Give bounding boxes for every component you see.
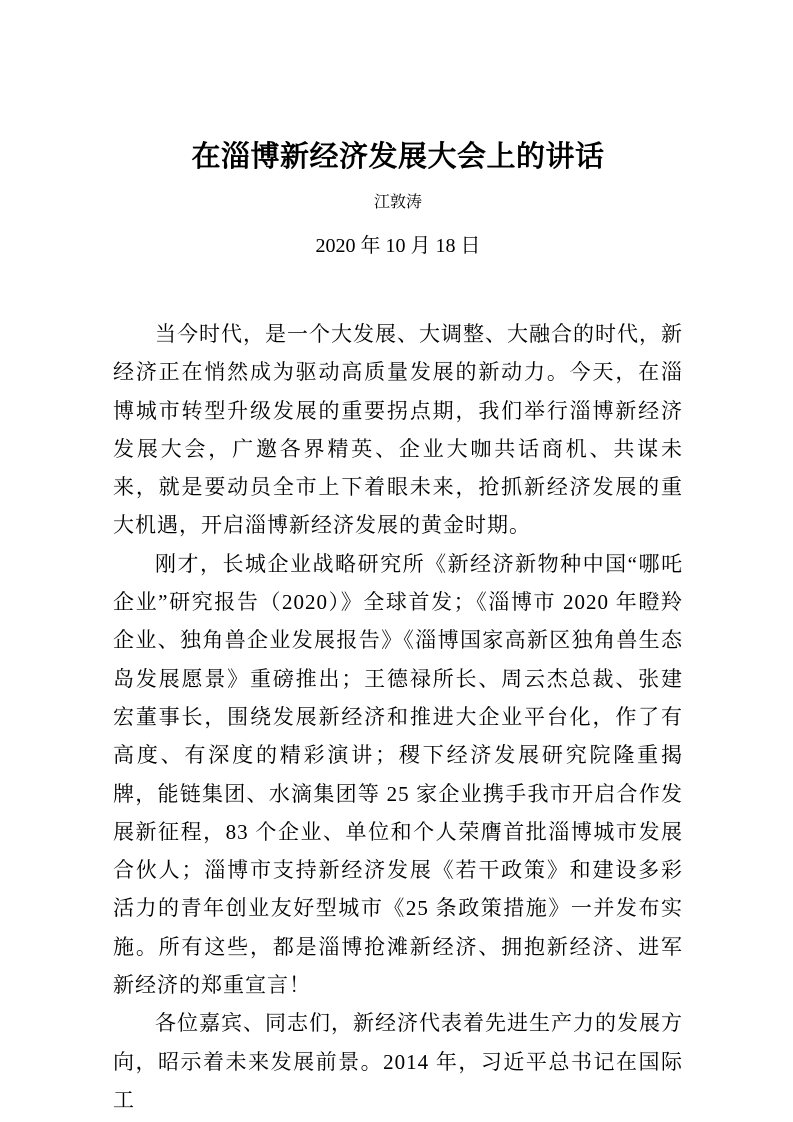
document-body (113, 315, 683, 1119)
document-title: 在淄博新经济发展大会上的讲话 (191, 141, 605, 173)
document-author: 江敦涛 (373, 194, 422, 211)
paragraph: 各位嘉宾、同志们，新经济代表着先进生产力的发展方向，昭示着未来发展前景。2014 年，习近平总书记在国际工 (113, 1011, 683, 1112)
document-date: 2020 年 10 月 18 日 (315, 235, 481, 257)
paragraph: 刚才，长城企业战略研究所《新经济新物种中国“哪吒企业”研究报告（2020）》全球首发；《淄博市 2020 年瞪羚企业、独角兽企业发展报告》《淄博国家高新区独角兽生态岛发展愿景》重磅推出；王德禄所长、周云杰总裁、张建宏董事长，围绕发展新经济和推进大企业平台化，作了有高度、有深度的精彩演讲；稷下经济发展研究院隆重揭牌，能链集团、水滴集团等 25 家企业携手我市开启合作发展新征程，83 个企业、单位和个人荣膺首批淄博城市发展合伙人；淄博市支持新经济发展《若干政策》和建设多彩活力的青年创业友好型城市《25 条政策措施》一并发布实施。所有这些，都是淄博抢滩新经济、拥抱新经济、进军新经济的郑重宣言！ (113, 551, 683, 998)
paragraph: 当今时代，是一个大发展、大调整、大融合的时代，新经济正在悄然成为驱动高质量发展的新动力。今天，在淄博城市转型升级发展的重要拐点期，我们举行淄博新经济发展大会，广邀各界精英、企业大咖共话商机、共谋未来，就是要动员全市上下着眼未来，抢抓新经济发展的重大机遇，开启淄博新经济发展的黄金时期。 (113, 322, 683, 538)
